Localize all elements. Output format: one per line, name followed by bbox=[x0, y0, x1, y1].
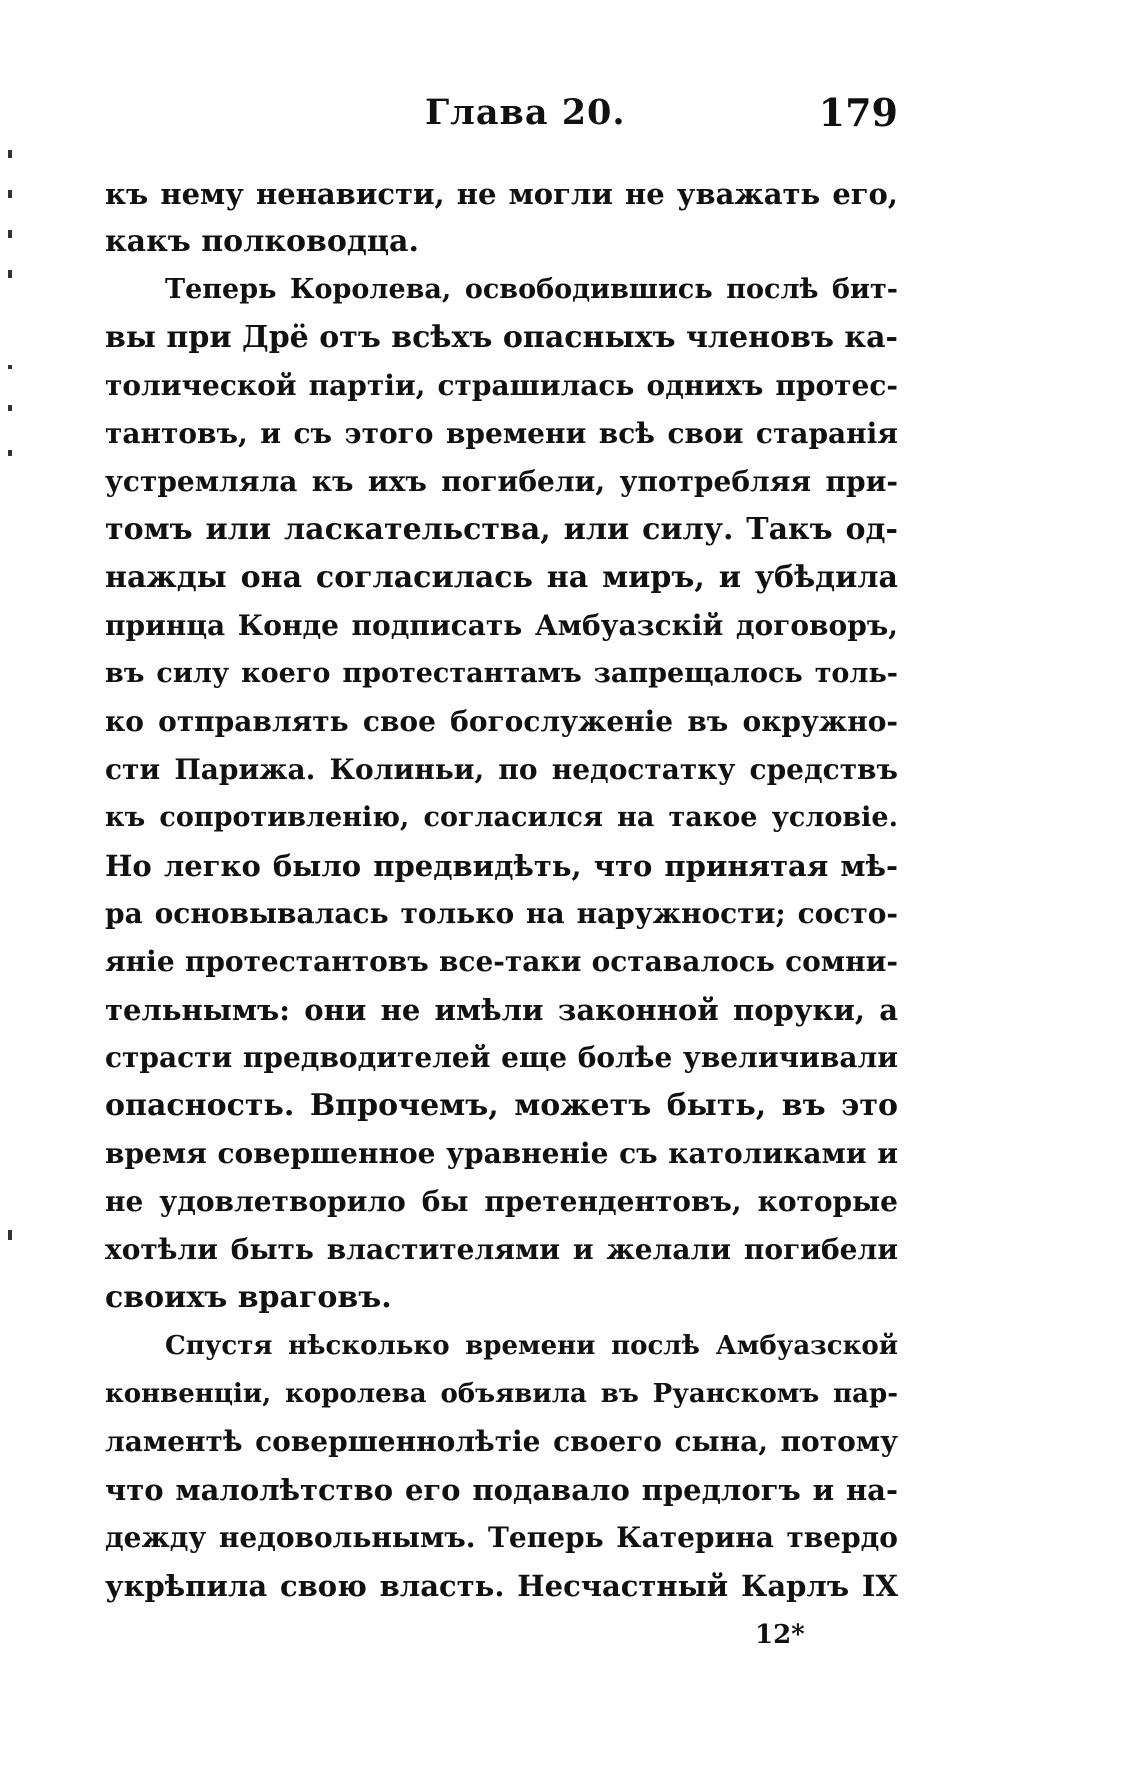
text-line: Теперь Королева, освободившись послѣ бит- bbox=[165, 274, 898, 305]
chapter-title: Глава 20. bbox=[425, 92, 626, 133]
text-line: какъ полководца. bbox=[105, 224, 419, 259]
left-margin-marks bbox=[4, 150, 20, 1550]
text-line: устремляла къ ихъ погибели, употребляя при- bbox=[105, 465, 898, 498]
text-line: ра основывалась только на наружности; состо- bbox=[105, 897, 898, 930]
text-line: нажды она согласилась на миръ, и убѣдила bbox=[105, 560, 898, 595]
body-text bbox=[105, 170, 898, 1610]
text-line: ко отправлять свое богослуженіе въ окружно- bbox=[105, 705, 898, 738]
text-line: страсти предводителей еще болѣе увеличивали bbox=[105, 1041, 898, 1074]
printer-signature: 12* bbox=[755, 1620, 805, 1650]
text-line: своихъ враговъ. bbox=[105, 1280, 392, 1315]
text-line: тантовъ, и съ этого времени всѣ свои старанія bbox=[105, 417, 898, 450]
text-line: хотѣли быть властителями и желали погибели bbox=[105, 1233, 898, 1266]
text-line: что малолѣтство его подавало предлогъ и на- bbox=[105, 1473, 898, 1507]
text-line: не удовлетворило бы претендентовъ, которые bbox=[105, 1185, 898, 1218]
text-line: къ сопротивленію, согласился на такое условіе. bbox=[105, 802, 898, 833]
text-line: укрѣпила свою власть. Несчастный Карлъ IX bbox=[105, 1569, 898, 1603]
text-line: въ силу коего протестантамъ запрещалось толь- bbox=[105, 658, 898, 689]
page-number: 179 bbox=[818, 90, 898, 135]
text-line: Но легко было предвидѣть, что принятая мѣ- bbox=[105, 849, 898, 883]
text-line: конвенціи, королева объявила въ Руанскомъ пар- bbox=[105, 1379, 898, 1409]
text-line: сти Парижа. Колиньи, по недостатку средствъ bbox=[105, 753, 898, 786]
text-line: тельнымъ: они не имѣли законной поруки, а bbox=[105, 993, 898, 1027]
text-line: дежду недовольнымъ. Теперь Катерина твердо bbox=[105, 1521, 898, 1554]
text-line: вы при Дрё отъ всѣхъ опасныхъ членовъ ка- bbox=[105, 320, 898, 355]
text-line: толической партіи, страшилась однихъ протес- bbox=[105, 369, 898, 402]
text-line: время совершенное уравненіе съ католиками и bbox=[105, 1137, 898, 1170]
text-line: опасность. Впрочемъ, можетъ быть, въ это bbox=[105, 1088, 898, 1123]
text-line: къ нему ненависти, не могли не уважать его, bbox=[105, 177, 898, 211]
text-line: томъ или ласкательства, или силу. Такъ од- bbox=[105, 512, 898, 547]
text-line: принца Конде подписать Амбуазскій договоръ, bbox=[105, 609, 898, 642]
text-line: Спустя нѣсколько времени послѣ Амбуазской bbox=[165, 1331, 898, 1361]
running-head bbox=[105, 88, 898, 138]
text-line: ламентѣ совершеннолѣтіе своего сына, потому bbox=[105, 1425, 898, 1458]
text-line: яніе протестантовъ все-таки оставалось сомни- bbox=[105, 945, 898, 978]
